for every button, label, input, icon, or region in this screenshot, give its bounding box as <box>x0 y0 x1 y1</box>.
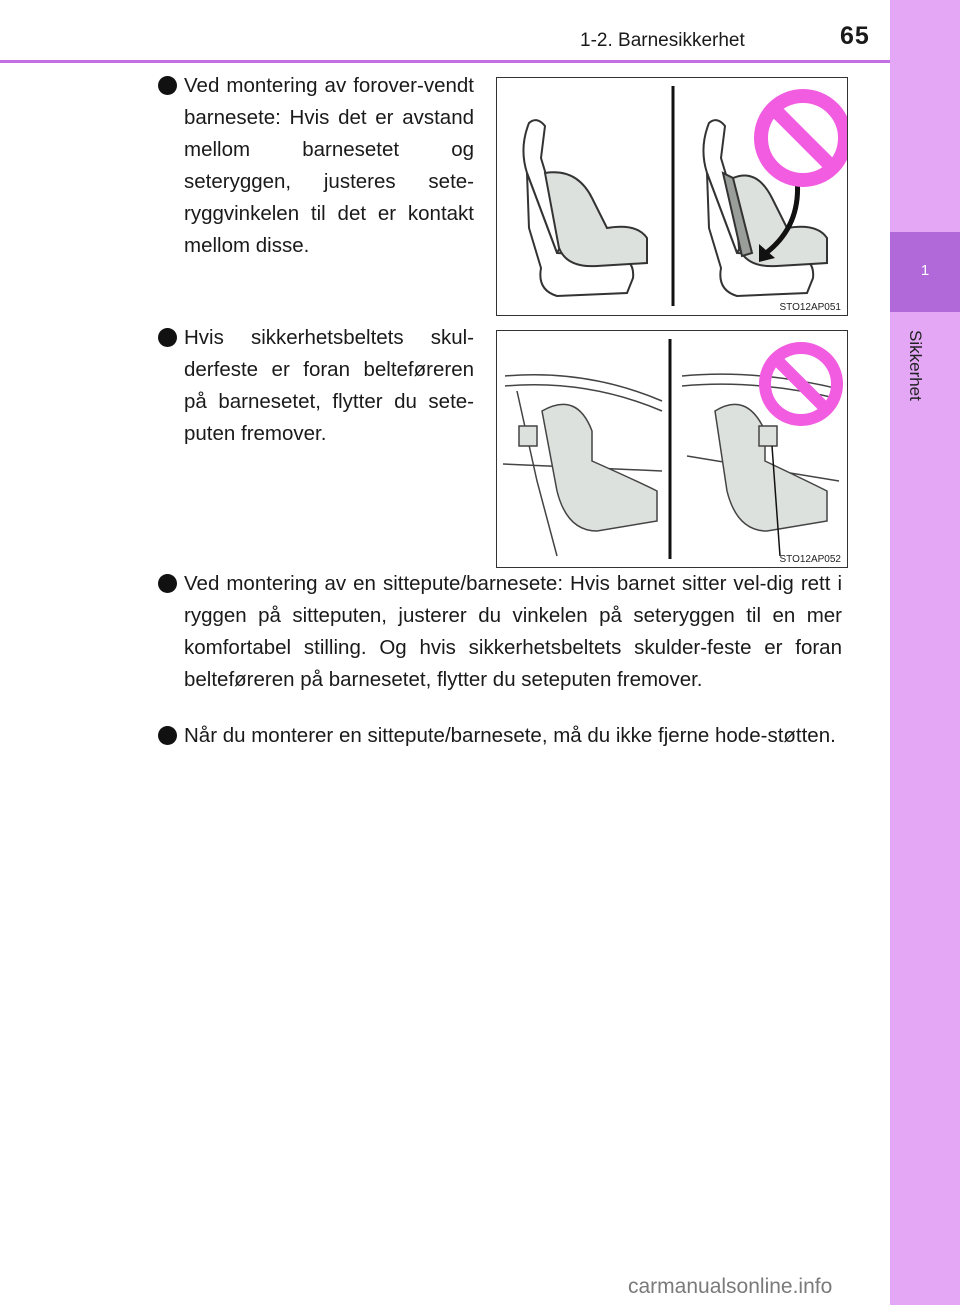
car-left-illustration <box>503 375 662 556</box>
prohibited-icon <box>765 348 837 420</box>
seat-left-illustration <box>523 120 647 296</box>
prohibited-icon <box>761 96 845 180</box>
section-title: 1-2. Barnesikkerhet <box>580 30 745 51</box>
bullet-icon <box>158 76 177 95</box>
bullet-text: Ved montering av en sittepute/barnesete: Hvis barnet sitter vel-dig rett i ryggen på sitteputen, justerer du vinkelen på seteryggen til en mer komfortabel stilling. Og hvis sikkerhetsbeltets skulder-feste er foran belteføreren på barnesetet, flytter du seteputen fremover. <box>184 572 842 691</box>
header-rule <box>0 60 890 63</box>
seat-cushion-illustration <box>497 331 847 567</box>
bullet-icon <box>158 574 177 593</box>
chapter-title-text: Sikkerhet <box>906 330 925 401</box>
seat-recline-illustration <box>497 78 847 315</box>
figure-code: STO12AP052 <box>779 554 841 565</box>
bullet-text: Hvis sikkerhetsbeltets skul-derfeste er foran belteføreren på barnesetet, flytter du sete-puten fremover. <box>184 326 474 445</box>
chapter-sidebar <box>890 0 960 1305</box>
chapter-number: 1 <box>920 262 930 279</box>
watermark: carmanualsonline.info <box>628 1275 833 1298</box>
figure-seat-cushion <box>496 330 848 568</box>
page-number: 65 <box>840 22 870 50</box>
figure-seat-recline <box>496 77 848 316</box>
figure-code: STO12AP051 <box>779 302 841 313</box>
chapter-title <box>905 330 945 470</box>
bullet-icon <box>158 328 177 347</box>
bullet-text: Når du monterer en sittepute/barnesete, må du ikke fjerne hode-støtten. <box>184 724 836 747</box>
bullet-text: Ved montering av forover-vendt barnesete: Hvis det er avstand mellom barnesetet og seteryggen, justeres sete-ryggvinkelen til det er kontakt mellom disse. <box>184 74 474 257</box>
bullet-icon <box>158 726 177 745</box>
